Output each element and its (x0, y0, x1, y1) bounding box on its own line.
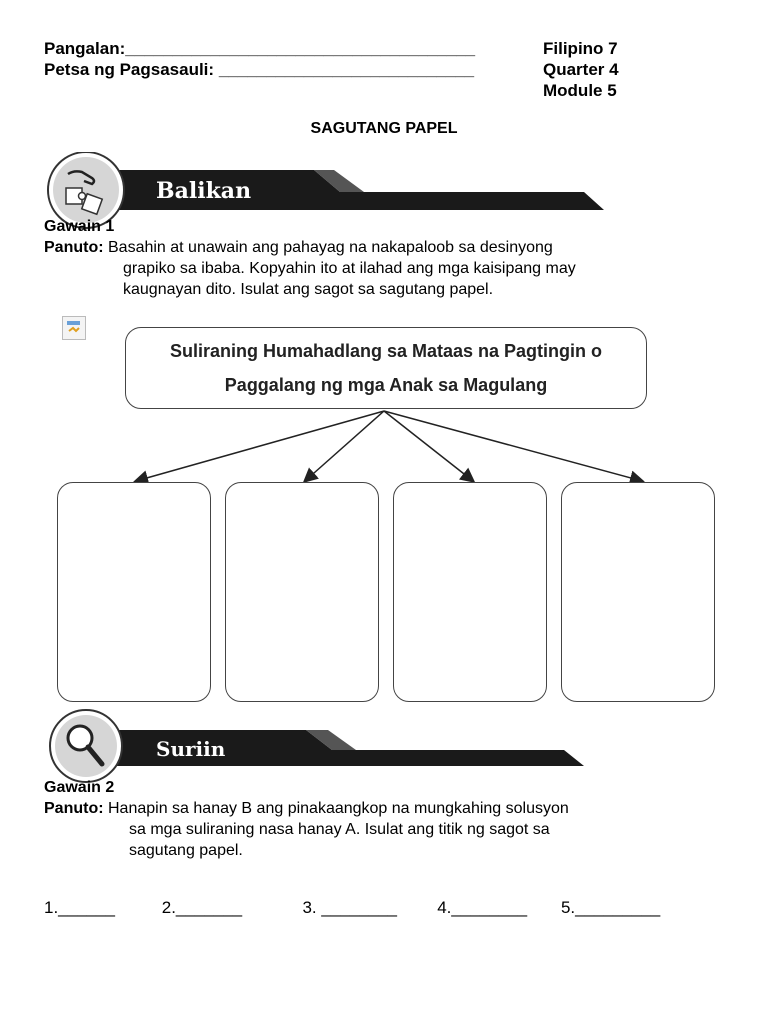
gawain-1-instructions (44, 237, 744, 300)
answer-box-1[interactable] (57, 482, 211, 702)
organizer-arrows (0, 400, 768, 490)
date-line[interactable]: ___________________________ (218, 60, 475, 79)
answer-box-4[interactable] (561, 482, 715, 702)
balikan-label: Balikan (156, 178, 252, 204)
gawain-1-title: Gawain 1 (44, 218, 115, 235)
gawain-2-instructions (44, 798, 744, 861)
answer-blank-1[interactable]: 1.______ (44, 898, 115, 917)
gawain-2-title: Gawain 2 (44, 779, 115, 796)
page-title: SAGUTANG PAPEL (310, 120, 458, 137)
name-line[interactable]: _____________________________________ (125, 39, 476, 58)
organizer-title-line-2: Paggalang ng mga Anak sa Magulang (224, 375, 548, 395)
suriin-banner (44, 708, 604, 788)
form-field-icon (62, 316, 86, 340)
subject-label: Filipino 7 (543, 39, 618, 58)
instruction-line-3: kaugnayan dito. Isulat ang sagot sa sagutang papel. (123, 281, 494, 298)
instruction2-line-3: sagutang papel. (129, 842, 243, 859)
organizer-title-line-1: Suliraning Humahadlang sa Mataas na Pagtingin o (169, 341, 603, 361)
name-row (44, 38, 475, 59)
organizer-title-box (125, 327, 647, 409)
panuto-label-2: Panuto: (44, 800, 104, 817)
quarter-label: Quarter 4 (543, 60, 619, 79)
instruction2-line-2: sa mga suliraning nasa hanay A. Isulat ang titik ng sagot sa (129, 821, 550, 838)
panuto-label-1: Panuto: (44, 239, 104, 256)
answer-blank-4[interactable]: 4.________ (437, 898, 528, 917)
answer-box-3[interactable] (393, 482, 547, 702)
name-label: Pangalan: (44, 39, 126, 58)
answer-box-2[interactable] (225, 482, 379, 702)
instruction-line-2: grapiko sa ibaba. Kopyahin ito at ilahad ang mga kaisipang may (123, 260, 576, 277)
answer-blank-5[interactable]: 5._________ (560, 898, 661, 917)
answer-blanks (44, 898, 660, 918)
module-label: Module 5 (543, 81, 617, 100)
date-label: Petsa ng Pagsasauli: (44, 60, 215, 79)
answer-blank-3[interactable]: 3. ________ (302, 898, 398, 917)
instruction-line-1: Basahin at unawain ang pahayag na nakapaloob sa desinyong (108, 239, 553, 256)
suriin-label: Suriin (156, 737, 226, 761)
date-row (44, 59, 474, 80)
answer-blank-2[interactable]: 2._______ (161, 898, 243, 917)
balikan-banner (44, 152, 604, 232)
instruction2-line-1: Hanapin sa hanay B ang pinakaangkop na mungkahing solusyon (108, 800, 569, 817)
